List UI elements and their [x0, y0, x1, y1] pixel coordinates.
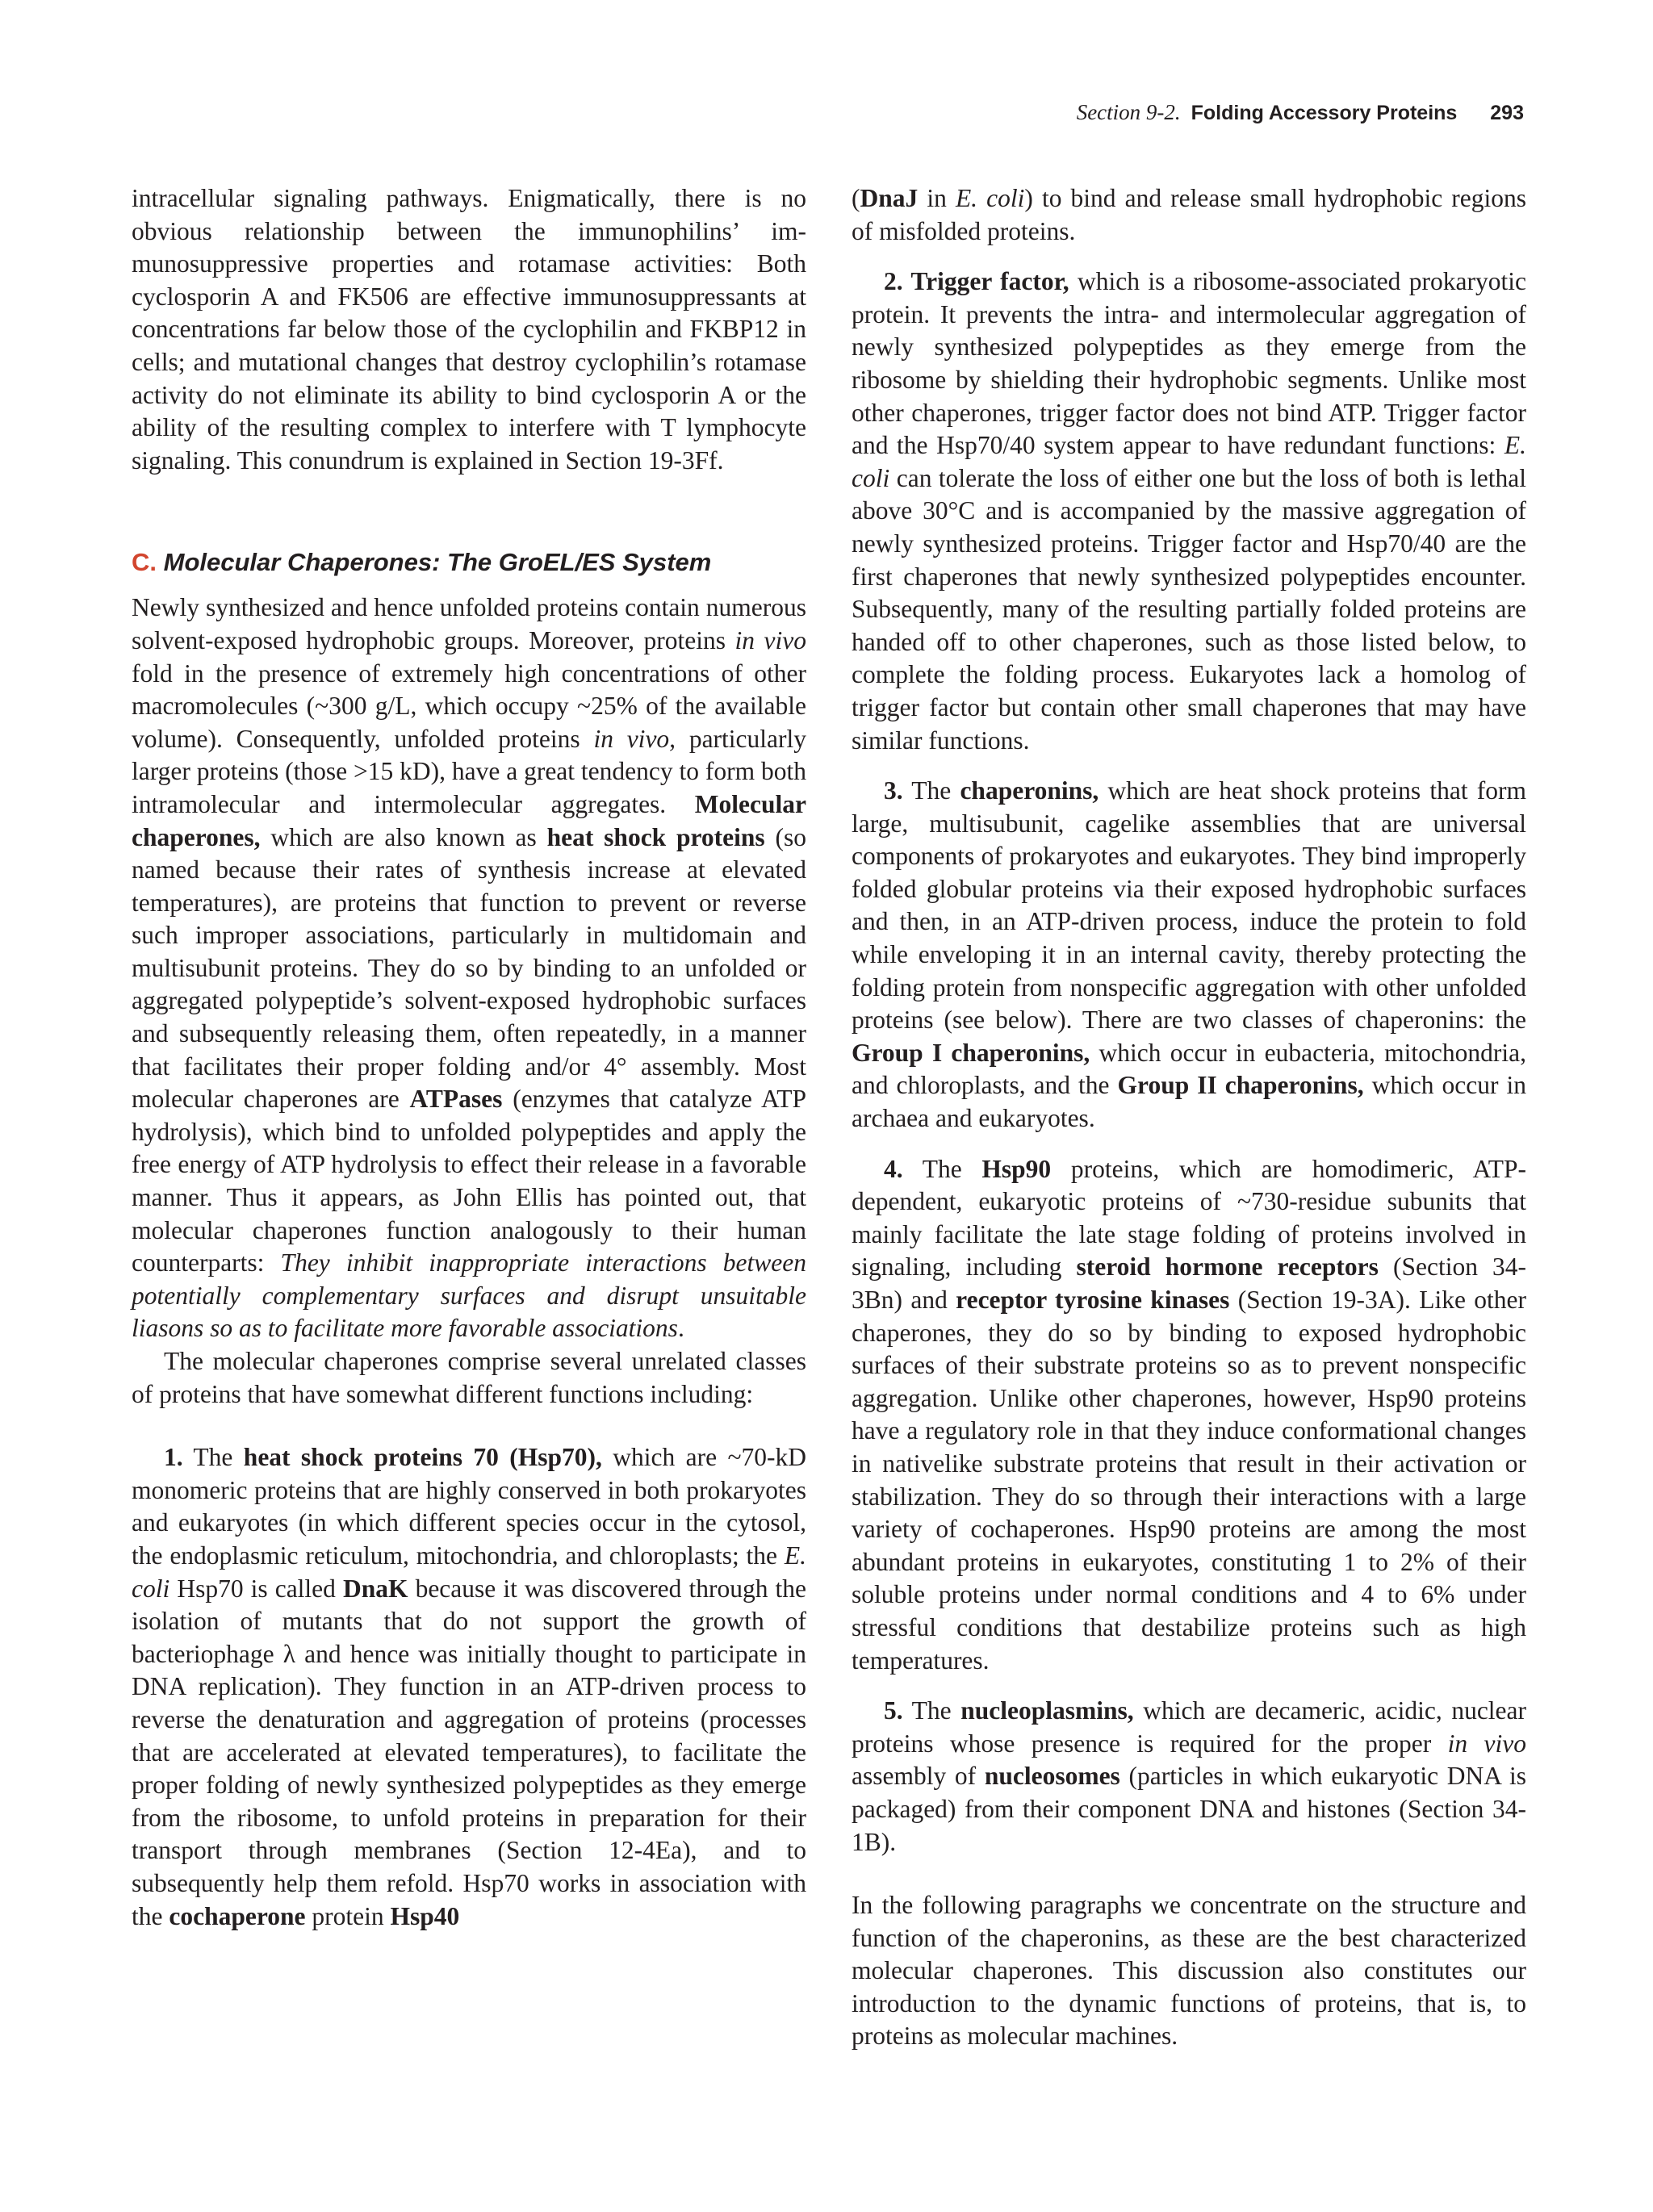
term-hsp70: heat shock proteins 70 (Hsp70), [243, 1443, 602, 1472]
term-chaperonins: chaperonins, [960, 776, 1099, 805]
list-item-nucleoplasmins: 5. The nucleoplasmins, which are decameric, acidic, nuclear proteins whose presence is required for the proper in vivo assembly of nucleosomes (particles in which eukaryotic DNA is packaged) from their component DNA and histones (Section 34-1B). [852, 1696, 1527, 1856]
paragraph-continued-hsp40: (DnaJ in E. coli) to bind and release small hydrophobic regions of misfolded proteins. [852, 184, 1526, 245]
section-heading [132, 546, 806, 579]
term-hsp90: Hsp90 [981, 1154, 1052, 1183]
emphasis-quote: They inhibit inappropriate interactions between potentially complementary surfaces and disrupt unsuitable liasons so as to facilitate more favorable associations [132, 1248, 806, 1343]
section-reference: Section 9-2. [1076, 100, 1181, 124]
paragraph-chaperones-intro: Newly synthesized and hence unfolded proteins contain numerous solvent-exposed hydrophobic groups. Moreover, proteins in vivo fold in the presence of extremely high concentrations of other macromolecules (~300 g/L, which occupy ~25% of the available volume). Consequently, unfolded proteins in vivo, particularly larger proteins (those >15 kD), have a great tendency to form both intramolecular and intermolecular aggregates. Molecular chaperones, which are also known as heat shock proteins (so named because their rates of synthesis increase at elevated temperatures), are proteins that function to prevent or reverse such improper associations, particularly in multidomain and multisubunit proteins. They do so by binding to an unfolded or aggregated polypeptide’s solvent-exposed hydrophobic surfaces and subsequently releasing them, often repeatedly, in a manner that facilitates their proper folding and/or 4° assembly. Most molecular chaperones are ATPases (enzymes that catalyze ATP hydrolysis), which bind to unfolded polypeptides and apply the free energy of ATP hydrolysis to effect their release in a favorable manner. Thus it appears, as John Ellis has pointed out, that molecular chaperones function analogously to their human counterparts: They inhibit inappropriate interactions between potentially complementary surfaces and disrupt unsuitable liasons so as to facilitate more favorable associations. [132, 593, 807, 1343]
term-nucleosomes: nucleosomes [984, 1762, 1120, 1791]
term-molecular-chaperones: Molecular chaperones, [132, 789, 806, 851]
term-steroid-hormone-receptors: steroid hormone receptors [1076, 1252, 1379, 1282]
section-title: Folding Accessory Proteins [1191, 102, 1458, 124]
running-head [1077, 100, 1524, 125]
paragraph-continued-immunophilins: intracellular signaling pathways. Enigmatically, there is no obvious relationship between the immunophilins’ immunosuppressive properties and rotamase activities: Both cyclosporin A and FK506 are effective immunosuppressants at concentrations far below those of the cyclophilin and FKBP12 in cells; and mutational changes that destroy cyclophilin’s rotamase activity do not eliminate its ability to bind cyclosporin A or the ability of the resulting complex to interfere with T lymphocyte signaling. This conundrum is explained in Section 19-3Ff. [132, 184, 806, 475]
section-heading-text: Molecular Chaperones: The GroEL/ES System [163, 548, 712, 577]
list-item-hsp90: 4. The Hsp90 proteins, which are homodimeric, ATP-dependent, eukaryotic proteins of ~730-residue subunits that mainly facilitate the late stage folding of proteins involved in signaling, including steroid hormone receptors (Section 34-3Bn) and receptor tyrosine kinases (Section 19-3A). Like other chaperones, they do so by binding to exposed hydrophobic surfaces of their substrate proteins so as to prevent nonspecific aggregation. Unlike other chaperones, however, Hsp90 proteins have a regulatory role in that they induce conformational changes in nativelike substrate proteins that result in their activation or stabilization. They do so through their interactions with a large variety of cochaperones. Hsp90 proteins are among the most abundant proteins in eukaryotes, constituting 1 to 2% of their soluble proteins under normal conditions and 4 to 6% under stressful conditions that destabilize proteins such as high temperatures. [852, 1154, 1527, 1675]
list-item-trigger-factor: 2. Trigger factor, which is a ribosome-associated prokaryotic protein. It prevents the intra- and intermolecular aggregation of newly synthesized polypeptides as they emerge from the ribosome by shielding their hydrophobic segments. Unlike most other chaperones, trigger factor does not bind ATP. Trigger factor and the Hsp70/40 system appear to have redundant functions: E. coli can tolerate the loss of either one but the loss of both is lethal above 30°C and is accompanied by the massive aggregation of newly synthesized proteins. Trigger factor and Hsp70/40 are the first chaperones that newly synthesized polypeptides encounter. Subsequently, many of the resulting partially folded proteins are handed off to other chaperones, such as those listed below, to complete the folding process. Eukaryotes lack a homolog of trigger factor but contain other small chaperones that may have similar functions. [852, 267, 1526, 755]
term-atpases: ATPases [409, 1085, 503, 1114]
term-receptor-tyrosine-kinases: receptor tyrosine kinases [956, 1286, 1230, 1314]
term-cochaperone: cochaperone [169, 1901, 306, 1930]
term-dnak: DnaK [342, 1574, 408, 1603]
page-number: 293 [1490, 102, 1524, 124]
term-heat-shock-proteins: heat shock proteins [546, 822, 765, 851]
paragraph-chaperonins-intro: In the following paragraphs we concentrate on the structure and function of the chaperonins, as these are the best characterized molecular chaperones. This discussion also constitutes our introduction to the dynamic functions of proteins, that is, to proteins as molecular machines. [852, 1891, 1526, 2051]
term-group-i-chaperonins: Group I chaperonins, [852, 1038, 1090, 1067]
left-column [132, 182, 806, 1933]
term-trigger-factor: Trigger factor, [902, 267, 1069, 296]
term-group-ii-chaperonins: Group II chaperonins, [1117, 1071, 1364, 1100]
term-dnaj: DnaJ [860, 184, 919, 212]
term-nucleoplasmins: nucleoplasmins, [960, 1696, 1134, 1725]
list-item-chaperonins: 3. The chaperonins, which are heat shock proteins that form large, multisubunit, cagelike assemblies that are universal components of prokaryotes and eukaryotes. They bind improperly folded globular proteins via their exposed hydrophobic surfaces and then, in an ATP-driven process, induce the protein to fold while enveloping it in an internal cavity, thereby protecting the folding protein from nonspecific aggregation with other unfolded proteins (see below). There are two classes of chaperonins: the Group I chaperonins, which occur in eubacteria, mitochondria, and chloroplasts, and the Group II chaperonins, which occur in archaea and eukaryotes. [852, 776, 1527, 1133]
right-column [852, 182, 1526, 2053]
list-item-hsp70: 1. The heat shock proteins 70 (Hsp70), which are ~70-kD monomeric proteins that are highly conserved in both prokaryotes and eukaryotes (in which different species occur in the cytosol, the endoplasmic reticulum, mitochondria, and chloroplasts; the E. coli Hsp70 is called DnaK because it was discovered through the isolation of mutants that do not support the growth of bacteriophage λ and hence was initially thought to participate in DNA replication). They function in an ATP-driven process to reverse the denaturation and aggregation of proteins (processes that are accelerated at elevated temperatures), to facilitate the proper folding of newly synthesized polypeptides as they emerge from the ribosome, to unfold proteins in preparation for their transport through membranes (Section 12-4Ea), and to subsequently help them refold. Hsp70 works in association with the cochaperone protein Hsp40 [132, 1443, 807, 1930]
section-heading-letter: C. [132, 548, 157, 577]
paragraph-classes: The molecular chaperones comprise several unrelated classes of proteins that have somewhat different functions including: [132, 1347, 806, 1408]
term-hsp40: Hsp40 [390, 1901, 460, 1930]
